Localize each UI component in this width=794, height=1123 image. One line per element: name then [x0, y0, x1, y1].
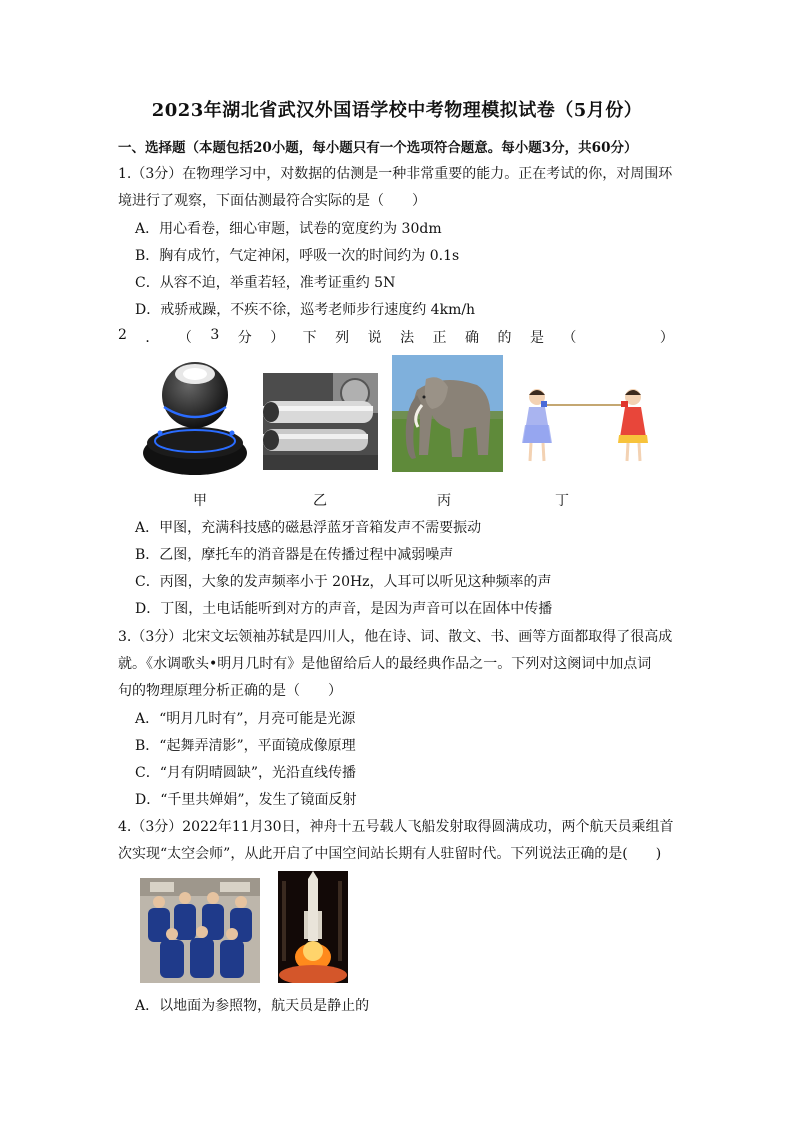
caption-yi: 乙 [313, 493, 327, 509]
speaker-image [140, 355, 250, 480]
q3-option-b: B．“起舞弄清影”，平面镜成像原理 [135, 738, 356, 754]
q2-option-d: D．丁图，土电话能听到对方的声音，是因为声音可以在固体中传播 [135, 601, 553, 617]
q2-stem-char: 是 [529, 330, 544, 346]
q2-stem-char: 下 [302, 330, 317, 346]
rocket-launch-image [278, 871, 348, 983]
q2-stem-char: ） [270, 330, 285, 346]
q2-stem-char: ） [659, 330, 674, 346]
q1-option-d: D．戒骄戒躁，不疾不徐，巡考老师步行速度约 4km/h [135, 302, 476, 318]
q3-option-d: D．“千里共婵娟”，发生了镜面反射 [135, 792, 357, 808]
q2-stem-char [595, 327, 609, 347]
caption-bing: 丙 [437, 493, 451, 509]
q2-stem-char [627, 327, 641, 347]
q1-stem-line2: 境进行了观察，下面估测最符合实际的是（ ） [118, 193, 426, 209]
q2-stem-char: 确 [465, 330, 479, 346]
q2-stem [118, 327, 674, 347]
q2-stem-char: 分 [237, 330, 252, 346]
q1-stem-line1: 1.（3分）在物理学习中，对数据的估测是一种非常重要的能力。正在考试的你，对周围环 [118, 166, 673, 182]
q2-stem-char: 正 [432, 330, 447, 346]
page-title: 2023年湖北省武汉外国语学校中考物理模拟试卷（5月份） [151, 100, 643, 121]
q3-option-a: A．“明月几时有”，月亮可能是光源 [135, 711, 356, 727]
q2-option-c: C．丙图，大象的发声频率小于 20Hz，人耳可以听见这种频率的声 [135, 574, 552, 590]
q4-stem-line2: 次实现“太空会师”，从此开启了中国空间站长期有人驻留时代。下列说法正确的是( ) [118, 846, 662, 862]
q1-option-c: C．从容不迫，举重若轻，准考证重约 5N [135, 275, 396, 291]
q2-option-a: A．甲图，充满科技感的磁悬浮蓝牙音箱发声不需要振动 [135, 520, 482, 536]
q4-stem-line1: 4.（3分）2022年11月30日，神舟十五号载人飞船发射取得圆满成功，两个航天员乘组首 [118, 819, 674, 835]
q2-stem-char: 法 [400, 330, 415, 346]
q3-stem-line3: 句的物理原理分析正确的是（ ） [118, 683, 342, 699]
q2-stem-char: 说 [367, 330, 382, 346]
q2-stem-char: 3 [210, 327, 220, 343]
q3-option-c: C．“月有阴晴圆缺”，光沿直线传播 [135, 765, 357, 781]
q3-stem-line1: 3.（3分）北宋文坛领袖苏轼是四川人，他在诗、词、散文、书、画等方面都取得了很高成 [118, 629, 673, 645]
q1-option-a: A．用心看卷，细心审题，试卷的宽度约为 30dm [135, 221, 442, 237]
caption-jia: 甲 [193, 493, 207, 509]
caption-ding: 丁 [555, 493, 569, 509]
q2-option-b: B．乙图，摩托车的消音器是在传播过程中减弱噪声 [135, 547, 454, 563]
q2-stem-char: （ [562, 330, 577, 346]
tin-can-phone-image [515, 385, 655, 467]
q2-stem-char: 列 [335, 330, 350, 346]
q4-option-a: A．以地面为参照物，航天员是静止的 [135, 998, 370, 1014]
q3-stem-line2: 就。《水调歌头•明月几时有》是他留给后人的最经典作品之一。下列对这阕词中加点词 [118, 656, 652, 672]
muffler-image [263, 373, 378, 470]
q2-stem-char: 2 [118, 327, 127, 343]
section-heading: 一、选择题（本题包括20小题，每小题只有一个选项符合题意。每小题3分，共60分） [118, 140, 638, 156]
q2-stem-char: ． [145, 330, 160, 346]
q1-option-b: B．胸有成竹，气定神闲，呼吸一次的时间约为 0.1s [135, 248, 460, 264]
q2-stem-char: （ [177, 330, 192, 346]
astronauts-image [140, 878, 260, 983]
q2-stem-char: 的 [497, 330, 512, 346]
elephant-image [392, 355, 503, 472]
